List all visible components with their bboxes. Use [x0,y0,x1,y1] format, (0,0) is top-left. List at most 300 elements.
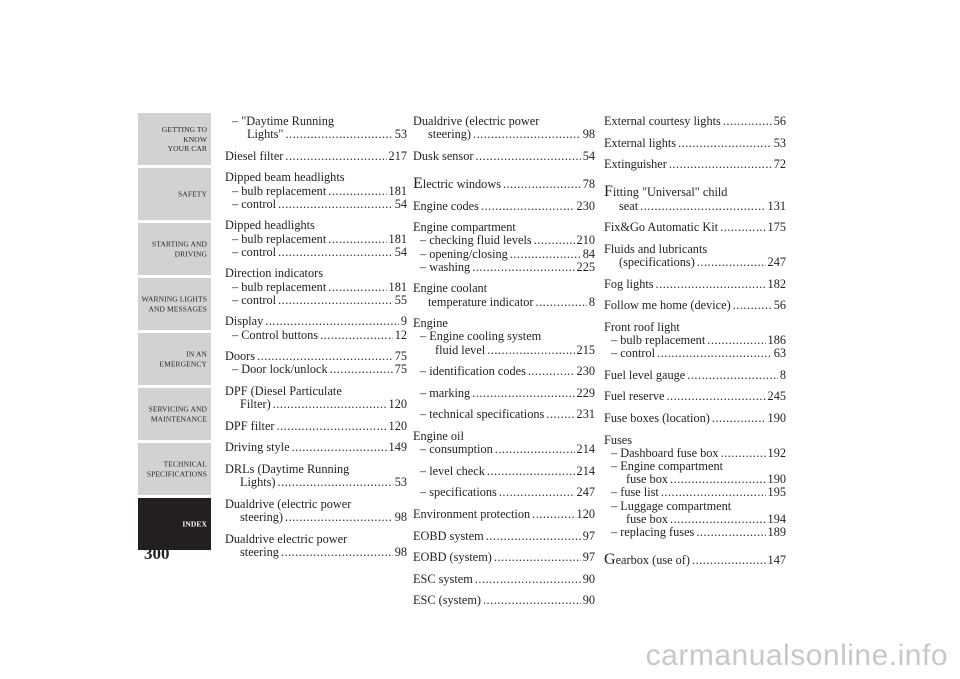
entry-line [225,441,407,454]
index-subentry [413,248,595,261]
entry-line [611,526,786,539]
entry-page: 98 [582,127,595,142]
entry-text: Follow me home (device) [604,298,731,313]
leader-dots [487,465,575,478]
entry-line [420,408,595,421]
entry-line [420,465,595,478]
entry-page: 90 [582,571,595,586]
index-entry [604,299,786,312]
entry-text: Fuel level gauge [604,367,686,382]
entry-line [232,294,407,307]
index-entry [225,463,407,489]
entry-text: – identification codes [420,364,526,379]
index-entry [413,573,595,586]
index-subentry [413,408,595,421]
entry-line [611,513,786,526]
tab-index[interactable] [138,498,211,550]
leader-dots [678,137,772,150]
leader-dots [696,526,765,539]
entry-line [232,363,407,376]
entry-line [604,221,786,234]
index-subentry [413,365,595,378]
index-column-1 [225,115,407,559]
tab-label: WARNING LIGHTS AND MESSAGES [141,294,207,313]
entry-line [604,412,786,425]
index-column-2 [413,115,595,608]
index-subentry [413,465,595,478]
entry-text: Fuse boxes (location) [604,410,710,425]
index-subentry [225,233,407,246]
index-entry [225,171,407,184]
leader-dots [285,128,392,141]
index-subentry [604,486,786,499]
entry-line [413,594,595,607]
entry-line [420,330,595,343]
leader-dots [328,281,386,294]
index-subentry [604,500,786,526]
index-entry [604,158,786,171]
entry-text: Dualdrive (electric power [413,114,540,128]
index-entry [413,530,595,543]
entry-text: – control [232,196,277,211]
leader-dots [265,315,399,328]
index-subentry [225,281,407,294]
entry-text: – marking [420,385,471,400]
entry-page: 56 [773,114,786,128]
entry-text: – bulb replacement [232,279,327,294]
leader-dots [487,344,574,357]
entry-text: – consumption [420,442,493,457]
entry-text: DPF filter [225,418,275,433]
index-subentry [225,329,407,342]
entry-page: 54 [394,244,407,259]
entry-page: 231 [576,407,595,422]
entry-page: 195 [767,485,786,500]
leader-dots [281,546,393,559]
entry-page: 190 [767,410,786,425]
leader-dots [669,158,772,171]
index-entry [413,150,595,163]
page-number: 300 [144,544,170,563]
entry-initial: G [604,551,616,569]
leader-dots [481,200,575,213]
entry-text: (specifications) [619,254,695,269]
entry-line [225,267,407,280]
leader-dots [285,150,386,163]
entry-line [225,533,407,546]
leader-dots [472,261,574,274]
entry-page: 8 [779,367,786,382]
entry-text: – bulb replacement [611,332,706,347]
index-subentry [225,246,407,259]
tab-getting-to-know[interactable] [138,113,211,165]
index-entry [604,553,786,567]
entry-text: Environment protection [413,506,531,521]
leader-dots [532,508,574,521]
entry-text: – washing [420,259,471,274]
index-entry [413,177,595,191]
entry-page: 186 [767,332,786,347]
entry-page: 72 [773,157,786,172]
index-subentry [604,347,786,360]
leader-dots [278,294,393,307]
index-entry [413,594,595,607]
entry-line [225,219,407,232]
tab-technical-specs[interactable] [138,443,211,495]
index-entry [225,267,407,280]
entry-line [413,296,595,309]
entry-page: 230 [576,364,595,379]
entry-line [232,246,407,259]
leader-dots [723,115,772,128]
entry-line [604,434,786,447]
index-entry [413,551,595,564]
entry-page: 56 [773,298,786,313]
index-entry [225,150,407,163]
leader-dots [721,447,766,460]
entry-line [604,158,786,171]
entry-page: 182 [767,276,786,291]
entry-line [413,200,595,213]
index-entry [225,385,407,411]
entry-line [413,551,595,564]
entry-line [604,243,786,256]
index-entry [604,221,786,234]
index-subentry [413,486,595,499]
entry-page: 120 [388,397,407,412]
entry-text: Dipped headlights [225,218,315,233]
leader-dots [278,198,393,211]
entry-line [232,198,407,211]
entry-page: 149 [388,440,407,455]
index-subentry [604,460,786,486]
entry-page: 53 [773,135,786,150]
index-entry [604,434,786,447]
tab-warning-lights[interactable] [138,278,211,330]
entry-text: steering) [428,127,472,142]
index-subentry [604,526,786,539]
index-subentry [225,185,407,198]
entry-line [225,498,407,511]
tab-starting-driving[interactable] [138,223,211,275]
leader-dots [475,573,581,586]
entry-line [225,476,407,489]
entry-text: Filter) [240,397,271,412]
leader-dots [328,233,386,246]
entry-line [611,447,786,460]
entry-line [413,573,595,586]
entry-text: Fuel reserve [604,389,665,404]
entry-page: 54 [582,148,595,163]
entry-text: – technical specifications [420,407,545,422]
leader-dots [486,530,581,543]
index-entry [413,282,595,308]
entry-text: Fix&Go Automatic Kit [604,220,719,235]
entry-text: Display [225,314,264,329]
leader-dots [278,476,393,489]
entry-text: Dusk sensor [413,148,474,163]
entry-page: 98 [394,509,407,524]
entry-page: 181 [388,231,407,246]
entry-line [232,185,407,198]
entry-text: seat [619,198,639,213]
index-entry [225,315,407,328]
watermark: carmanualsonline.info [645,639,948,672]
leader-dots [707,334,765,347]
leader-dots [536,296,587,309]
entry-text: Dualdrive electric power [225,531,348,546]
entry-line [225,420,407,433]
entry-page: 63 [773,346,786,361]
entry-page: 8 [588,294,595,309]
index-subentry [225,198,407,211]
tab-label: SAFETY [178,189,207,199]
leader-dots [546,408,574,421]
leader-dots [528,365,575,378]
entry-line [604,185,786,199]
entry-line [225,315,407,328]
entry-page: 75 [394,349,407,364]
entry-page: 189 [767,524,786,539]
entry-text: – Luggage compartment [611,498,732,513]
entry-text: Fuses [604,432,633,447]
index-subentry [225,294,407,307]
entry-line [420,261,595,274]
index-subentry [413,330,595,356]
leader-dots [661,486,766,499]
entry-line [604,369,786,382]
leader-dots [503,178,581,191]
entry-line [420,365,595,378]
entry-line [413,282,595,295]
entry-page: 78 [582,177,595,191]
index-subentry [225,363,407,376]
leader-dots [473,128,581,141]
entry-text: – opening/closing [420,246,508,261]
entry-text: EOBD (system) [413,550,492,565]
index-entry [604,321,786,334]
leader-dots [733,299,772,312]
entry-page: 181 [388,183,407,198]
index-entry [604,369,786,382]
tab-safety[interactable] [138,168,211,220]
leader-dots [499,486,575,499]
index-subentry [413,387,595,400]
entry-text: – Engine cooling system [420,329,542,344]
index-entry [604,278,786,291]
entry-text: Engine oil [413,428,464,443]
entry-page: 97 [582,550,595,565]
index-entry [225,420,407,433]
entry-text: Engine [413,316,448,331]
entry-text: Diesel filter [225,148,284,163]
entry-line [225,546,407,559]
entry-line [232,281,407,294]
leader-dots [285,511,393,524]
entry-text: Engine compartment [413,220,516,235]
entry-text: – control [611,346,656,361]
index-subentry [413,443,595,456]
leader-dots [472,387,574,400]
entry-text: Lights) [240,475,276,490]
entry-text: – control [232,292,277,307]
entry-line [604,390,786,403]
entry-text: DPF (Diesel Particulate [225,383,342,398]
leader-dots [330,363,393,376]
entry-line [413,128,595,141]
entry-line [225,398,407,411]
index-entry [225,498,407,524]
tab-emergency[interactable] [138,333,211,385]
entry-page: 194 [767,511,786,526]
index-entry [604,390,786,403]
entry-line [232,329,407,342]
entry-page: 120 [576,506,595,521]
index-entry [604,412,786,425]
entry-page: 214 [576,463,595,478]
entry-page: 230 [576,198,595,213]
entry-text: lectric windows [422,177,501,191]
leader-dots [692,554,766,567]
entry-page: 98 [394,544,407,559]
entry-page: 245 [767,389,786,404]
entry-line [611,486,786,499]
entry-line [420,234,595,247]
entry-text: – Engine compartment [611,458,724,473]
entry-text: Dualdrive (electric power [225,496,352,511]
entry-text: temperature indicator [428,294,534,309]
leader-dots [697,256,766,269]
leader-dots [656,278,766,291]
entry-text: Driving style [225,440,290,455]
entry-text: Engine coolant [413,281,488,296]
leader-dots [292,441,387,454]
entry-text: – level check [420,463,485,478]
entry-text: – fuse list [611,485,659,500]
entry-line [420,387,595,400]
entry-page: 12 [394,327,407,342]
entry-line [225,150,407,163]
entry-line [413,177,595,191]
tab-label: INDEX [182,519,207,529]
entry-text: Extinguisher [604,157,667,172]
entry-text: EOBD system [413,528,484,543]
leader-dots [666,390,765,403]
leader-dots [320,329,393,342]
leader-dots [278,246,393,259]
tab-label: GETTING TO KNOW YOUR CAR [161,124,207,153]
entry-line [420,248,595,261]
entry-text: External courtesy lights [604,114,721,128]
leader-dots [510,248,581,261]
entry-text: fuse box [626,472,669,487]
entry-line [225,171,407,184]
entry-line [420,344,595,357]
entry-page: 190 [767,472,786,487]
leader-dots [712,412,766,425]
entry-text: – Dashboard fuse box [611,445,719,460]
entry-page: 131 [767,198,786,213]
index-column-3 [604,115,786,567]
leader-dots [328,185,386,198]
entry-page: 181 [388,279,407,294]
entry-line [604,321,786,334]
entry-text: Direction indicators [225,266,324,281]
leader-dots [670,473,766,486]
tab-servicing[interactable] [138,388,211,440]
entry-page: 225 [576,259,595,274]
entry-line [413,530,595,543]
entry-page: 247 [767,254,786,269]
entry-text: Fluids and lubricants [604,241,708,256]
entry-page: 120 [388,418,407,433]
tab-label: TECHNICAL SPECIFICATIONS [146,459,207,478]
entry-line [604,115,786,128]
tab-label: IN AN EMERGENCY [159,349,207,368]
index-entry [413,200,595,213]
index-subentry [225,115,407,141]
entry-page: 90 [582,593,595,608]
entry-line [232,233,407,246]
entry-text: External lights [604,135,677,150]
index-subentry [413,261,595,274]
leader-dots [495,443,575,456]
index-entry [413,115,595,141]
entry-line [604,299,786,312]
entry-page: 54 [394,196,407,211]
section-tab-sidebar [138,113,211,553]
index-entry [225,533,407,559]
index-entry [413,508,595,521]
entry-page: 53 [394,127,407,142]
entry-text: – replacing fuses [611,524,695,539]
entry-page: 247 [576,485,595,500]
entry-line [232,128,407,141]
entry-page: 175 [767,220,786,235]
leader-dots [494,551,581,564]
leader-dots [720,221,765,234]
entry-line [413,508,595,521]
entry-text: – specifications [420,485,497,500]
index-entry [604,137,786,150]
index-entry [604,185,786,212]
leader-dots [657,347,772,360]
entry-text: Fog lights [604,276,654,291]
leader-dots [534,234,575,247]
entry-page: 210 [576,233,595,248]
entry-line [225,511,407,524]
entry-page: 147 [767,553,786,568]
entry-page: 229 [576,385,595,400]
leader-dots [273,398,387,411]
entry-initial: E [413,175,423,192]
entry-text: – control [232,244,277,259]
leader-dots [483,594,581,607]
entry-page: 214 [576,442,595,457]
index-entry [604,243,786,269]
entry-page: 9 [400,314,407,329]
index-subentry [604,447,786,460]
entry-text: Front roof light [604,319,680,334]
entry-text: Doors [225,349,256,364]
entry-page: 215 [576,342,595,357]
entry-text: – bulb replacement [232,183,327,198]
entry-line [420,443,595,456]
entry-initial: F [604,183,613,201]
entry-text: earbox (use of) [615,553,690,568]
entry-text: – bulb replacement [232,231,327,246]
entry-line [611,500,786,513]
